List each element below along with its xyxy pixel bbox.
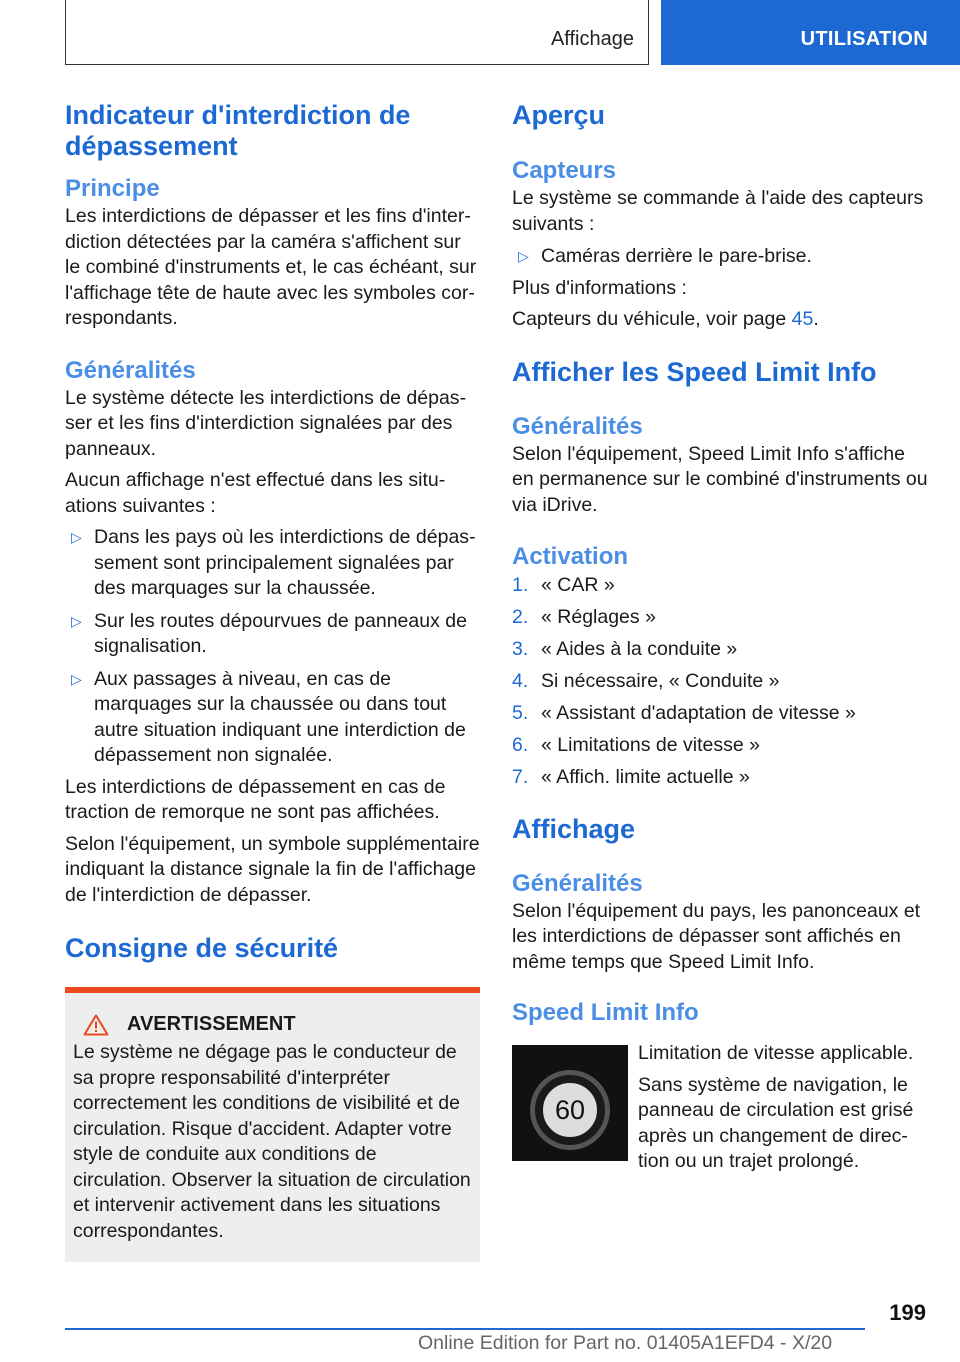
warning-box	[65, 987, 480, 1262]
header-chapter-tab	[661, 0, 960, 65]
list-item-text: Caméras derrière le pare-brise.	[541, 245, 812, 267]
step-text: « Assistant d'adaptation de vitesse »	[541, 702, 856, 724]
plus-info-text: Plus d'informations :	[512, 276, 687, 299]
activation-steps	[512, 573, 930, 791]
list-item	[65, 667, 480, 769]
speed-limit-sign-icon	[535, 1075, 605, 1145]
generalites-affichage-text: Selon l'équipement du pays, les panonceaux et les interdictions de dépasser sont affichés en même temps que Speed Limit Info.	[512, 899, 921, 973]
warning-text: Le système ne dégage pas le conducteur de sa propre responsabilité d'interpréter correctement les conditions de visibilité et de circulation. Risque d'accident. Adapter votre style de conduite aux conditions de circulation. Observer la situation de circulation et intervenir activement dans les situations correspondantes.	[73, 1041, 471, 1242]
triangle-bullet-icon: ▷	[71, 529, 82, 545]
list-item	[65, 609, 480, 660]
left-column	[65, 100, 480, 1262]
step-item	[512, 669, 930, 695]
heading-generalites: Généralités	[65, 356, 196, 384]
situations-list	[65, 525, 480, 769]
heading-afficher-speed-limit: Afficher les Speed Limit Info	[512, 356, 877, 387]
list-item	[512, 244, 930, 270]
step-text: « CAR »	[541, 574, 615, 596]
heading-principe: Principe	[65, 175, 160, 202]
speed-limit-value: 60	[554, 1094, 586, 1125]
header-section-title: Affichage	[550, 28, 634, 50]
step-text: « Limitations de vitesse »	[541, 734, 760, 756]
step-number: 4.	[512, 670, 529, 692]
triangle-bullet-icon: ▷	[71, 612, 82, 629]
list-item-text: Aux passages à niveau, en cas de marquages sur la chaussée ou dans tout autre situation indiquant une interdiction de dépassement non signalée.	[94, 667, 466, 766]
capteurs-reference	[512, 307, 930, 333]
warning-triangle-icon	[83, 1014, 109, 1036]
heading-capteurs: Capteurs	[512, 157, 617, 184]
step-number: 3.	[512, 638, 529, 660]
sli-text-2: Sans système de navigation, le panneau de circulation est grisé après un changement de direction ou un trajet prolongé.	[638, 1073, 914, 1172]
heading-consigne-securite: Consigne de sécurité	[65, 933, 339, 963]
remorque-text: Les interdictions de dépassement en cas de traction de remorque ne sont pas affichées.	[65, 775, 446, 823]
step-number: 6.	[512, 734, 529, 756]
generalites-p2: Aucun affichage n'est effectué dans les situations suivantes :	[65, 469, 446, 517]
reference-text: Capteurs du véhicule, voir page	[512, 308, 792, 330]
footer-edition: Online Edition for Part no. 01405A1EFD4 - X/20	[418, 1332, 833, 1354]
heading-apercu: Aperçu	[512, 100, 606, 130]
speed-limit-description	[638, 1041, 930, 1175]
step-item	[512, 765, 930, 791]
page-number: 199	[889, 1300, 926, 1325]
step-item	[512, 605, 930, 631]
heading-speed-limit-info: Speed Limit Info	[512, 999, 699, 1026]
heading-affichage: Affichage	[512, 813, 636, 844]
heading-generalites-sli: Généralités	[512, 412, 643, 440]
header-section-box	[65, 0, 649, 65]
heading-activation: Activation	[512, 543, 629, 570]
step-number: 7.	[512, 766, 529, 788]
sli-text-1: Limitation de vitesse applicable.	[638, 1042, 914, 1064]
generalites-p1: Le système détecte les interdictions de dépasser et les fins d'interdiction signalées par des panneaux.	[65, 386, 467, 460]
step-number: 1.	[512, 574, 529, 596]
footer-divider	[65, 1328, 865, 1330]
warning-header	[83, 1013, 472, 1036]
triangle-bullet-icon: ▷	[71, 670, 82, 687]
symbole-text: Selon l'équipement, un symbole supplémentaire indiquant la distance signale la fin de l'affichage de l'interdiction de dépasser.	[65, 832, 480, 906]
step-item	[512, 637, 930, 663]
page-link-45[interactable]: 45	[791, 308, 814, 330]
capteurs-list	[512, 244, 930, 270]
header-chapter-label: UTILISATION	[800, 28, 928, 50]
list-item-text: Dans les pays où les interdictions de dépassement sont principalement signalées par des marquages sur la chaussée.	[94, 526, 476, 599]
triangle-bullet-icon: ▷	[518, 248, 529, 264]
step-text: « Affich. limite actuelle »	[541, 766, 750, 788]
section-title-indicateur: Indicateur d'interdiction de dépassement	[65, 100, 411, 161]
step-item	[512, 701, 930, 727]
step-text: « Aides à la conduite »	[541, 638, 738, 660]
principe-text: Les interdictions de dépasser et les fins d'interdiction détectées par la caméra s'affichent sur le combiné d'instruments et, le cas échéant, sur l'affichage tête de haute avec les symboles correspondants.	[65, 205, 477, 329]
step-text: « Réglages »	[541, 606, 656, 628]
step-item	[512, 573, 930, 599]
speed-limit-sign-image	[512, 1045, 628, 1161]
right-column	[512, 100, 930, 1175]
step-text: Si nécessaire, « Conduite »	[541, 670, 780, 692]
reference-end: .	[813, 308, 819, 330]
list-item-text: Sur les routes dépourvues de panneaux de signalisation.	[94, 609, 467, 657]
warning-title: AVERTISSEMENT	[127, 1013, 296, 1035]
capteurs-text: Le système se commande à l'aide des capteurs suivants :	[512, 187, 924, 235]
step-item	[512, 733, 930, 759]
generalites-sli-text: Selon l'équipement, Speed Limit Info s'affiche en permanence sur le combiné d'instruments ou via iDrive.	[512, 442, 928, 516]
speed-limit-info-block	[512, 1041, 930, 1175]
heading-generalites-affichage: Généralités	[512, 869, 643, 897]
step-number: 2.	[512, 606, 529, 628]
step-number: 5.	[512, 702, 529, 724]
list-item	[65, 525, 480, 602]
